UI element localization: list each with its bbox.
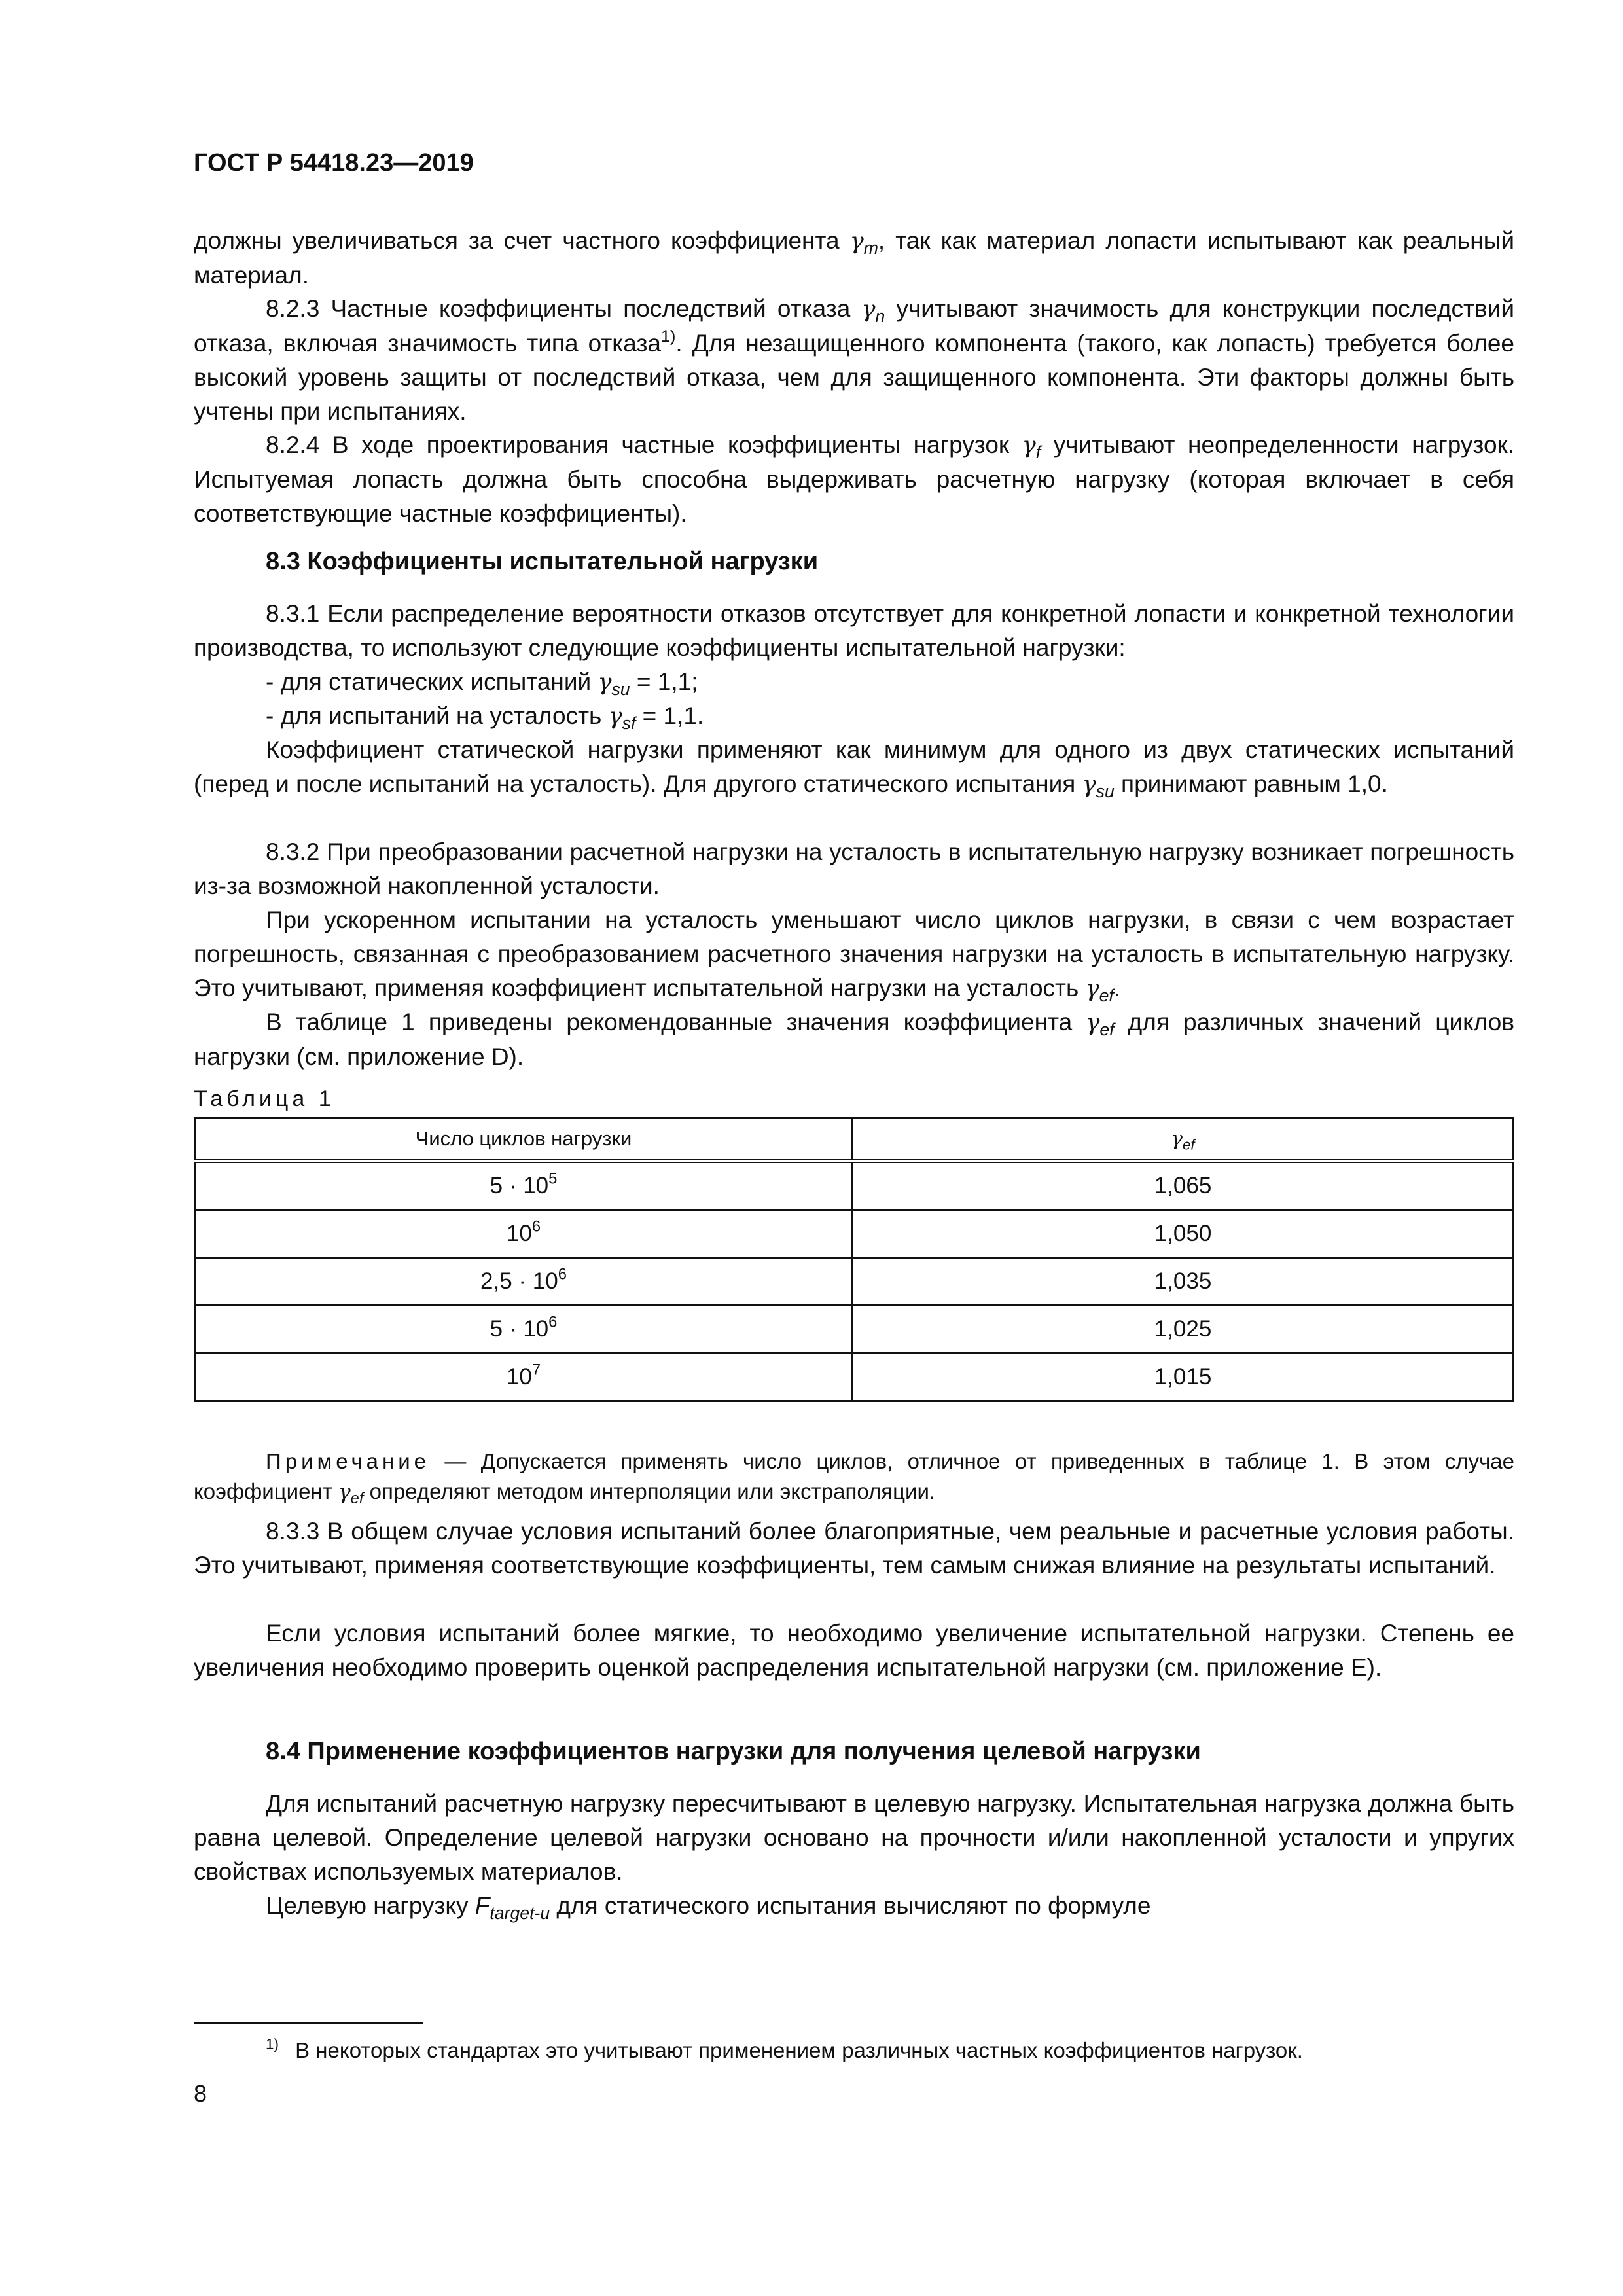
paragraph-continuation: должны увеличиваться за счет частного коэффициента $\gamma_m$, так как материал лопасти испытывают как реальный материал. xyxy=(194,227,1514,289)
paragraph-table-intro: В таблице 1 приведены рекомендованные значения коэффициента $\gamma_{ef}$ для различных значений циклов нагрузки (см. приложение D). xyxy=(194,1009,1515,1070)
section-heading-8-4: 8.4 Применение коэффициентов нагрузки для получения целевой нагрузки xyxy=(266,1738,1201,1765)
paragraph-8-3-3: 8.3.3 В общем случае условия испытаний более благоприятные, чем реальные и расчетные условия работы. Это учитывают, применяя соответствующие коэффициенты, тем самым снижая влияние на результаты испытаний. xyxy=(194,1518,1514,1579)
table-row xyxy=(195,1161,1514,1210)
paragraph-target-load: Для испытаний расчетную нагрузку пересчитывают в целевую нагрузку. Испытательная нагрузка должна быть равна целевой. Определение целевой нагрузки основано на прочности и/или накопленной усталости и упругих свойствах используемых материалов. xyxy=(194,1790,1514,1885)
table-row xyxy=(195,1210,1514,1258)
coefficient-cell: 1,015 xyxy=(853,1354,1514,1401)
paragraph-accelerated-test: При ускоренном испытании на усталость уменьшают число циклов нагрузки, в связи с чем возрастает погрешность, связанная с преобразованием расчетного значения нагрузки на усталость в испытательную нагрузку. Это учитывают, применяя коэффициент испытательной нагрузки на усталость $\gamma_{ef}$. xyxy=(194,906,1514,1005)
cycles-cell: $5 \cdot 10^5$ xyxy=(195,1161,853,1210)
cycles-cell: $10^6$ xyxy=(195,1210,853,1258)
list-item-static: - для статических испытаний $\gamma_{su} = 1,1$; xyxy=(266,668,698,699)
coefficient-cell: 1,050 xyxy=(853,1210,1514,1258)
cycles-cell: $5 \cdot 10^6$ xyxy=(195,1306,853,1354)
document-header: ГОСТ Р 54418.23—2019 xyxy=(194,149,474,177)
cycles-cell: $2,5 \cdot 10^6$ xyxy=(195,1258,853,1306)
paragraph-8-2-4: 8.2.4 В ходе проектирования частные коэффициенты нагрузок $\gamma_f$ учитывают неопределенности нагрузок. Испытуемая лопасть должна быть способна выдерживать расчетную нагрузку (которая включает в себя соответствующие частные коэффициенты). xyxy=(194,431,1515,527)
cycles-cell: $10^7$ xyxy=(195,1354,853,1401)
table-row xyxy=(195,1354,1514,1401)
table-header-gamma: $\gamma_{ef}$ xyxy=(853,1118,1514,1162)
footnote-separator xyxy=(194,2022,423,2024)
paragraph-formula-intro: Целевую нагрузку $F_{target-u}$ для статического испытания вычисляют по формуле xyxy=(266,1892,1151,1923)
coefficient-cell: 1,065 xyxy=(853,1161,1514,1210)
footnote-mark: 1) xyxy=(266,2036,279,2053)
paragraph-8-3-1: 8.3.1 Если распределение вероятности отказов отсутствует для конкретной лопасти и конкретной технологии производства, то используют следующие коэффициенты испытательной нагрузки: xyxy=(194,600,1514,661)
paragraph-milder-conditions: Если условия испытаний более мягкие, то необходимо увеличение испытательной нагрузки. Степень ее увеличения необходимо проверить оценкой распределения испытательной нагрузки (см. приложение E). xyxy=(194,1620,1514,1681)
table-row xyxy=(195,1258,1514,1306)
page-number: 8 xyxy=(194,2080,207,2107)
table-caption: Таблица 1 xyxy=(194,1086,335,1111)
footnote-text: В некоторых стандартах это учитывают применением различных частных коэффициентов нагрузок. xyxy=(295,2038,1303,2062)
table-note: Примечание — Допускается применять число циклов, отличное от приведенных в таблице 1. В этом случае коэффициент $\gamma_{ef}$ определяют методом интерполяции или экстраполяции. xyxy=(194,1449,1514,1508)
coefficient-cell: 1,025 xyxy=(853,1306,1514,1354)
paragraph-8-3-2: 8.3.2 При преобразовании расчетной нагрузки на усталость в испытательную нагрузку возникает погрешность из-за возможной накопленной усталости. xyxy=(194,838,1514,899)
list-item-fatigue: - для испытаний на усталость $\gamma_{sf} = 1,1$. xyxy=(266,702,704,733)
coefficient-cell: 1,035 xyxy=(853,1258,1514,1306)
paragraph-static-coefficient: Коэффициент статической нагрузки применяют как минимум для одного из двух статических испытаний (перед и после испытаний на усталость). Для другого статического испытания $\gamma_{su}$ принимают равным 1,0. xyxy=(194,736,1514,801)
footnote xyxy=(266,2036,1303,2066)
table-row xyxy=(195,1306,1514,1354)
section-heading-8-3: 8.3 Коэффициенты испытательной нагрузки xyxy=(266,548,819,575)
paragraph-8-2-3: 8.2.3 Частные коэффициенты последствий отказа $\gamma_n$ учитывают значимость для конструкции последствий отказа, включая значимость типа отказа$^{1)}$. Для незащищенного компонента (такого, как лопасть) требуется более высокий уровень защиты от последствий отказа, чем для защищенного компонента. Эти факторы должны быть учтены при испытаниях. xyxy=(194,295,1514,425)
footnote-ref: 1) xyxy=(661,327,676,346)
coefficients-table xyxy=(194,1117,1514,1402)
table-header-cycles: Число циклов нагрузки xyxy=(195,1118,853,1162)
